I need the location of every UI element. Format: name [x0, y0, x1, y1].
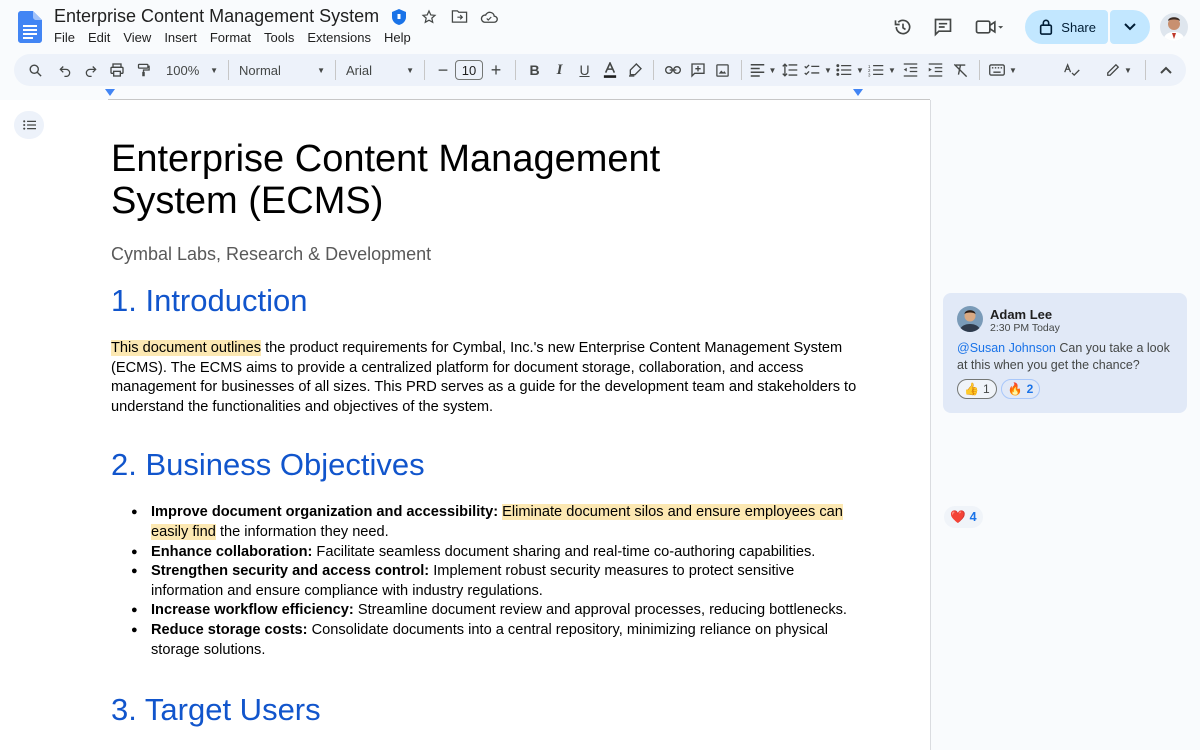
comments-icon[interactable] [927, 11, 959, 43]
security-shield-icon[interactable] [389, 7, 409, 27]
commenter-avatar [957, 306, 983, 332]
line-spacing-icon[interactable] [778, 56, 802, 84]
ruler [108, 99, 930, 100]
thumbs-up-icon: 👍 [964, 382, 979, 396]
editing-mode-icon[interactable]: ▼ [1099, 56, 1139, 84]
numbered-list-icon[interactable]: 1 2 3 ▼ [868, 63, 896, 77]
add-comment-icon[interactable] [685, 56, 710, 84]
redo-icon[interactable] [78, 56, 104, 84]
toolbar-divider [1145, 60, 1146, 80]
paragraph-style-select[interactable] [235, 56, 329, 84]
increase-indent-icon[interactable] [923, 56, 948, 84]
heart-icon: ❤️ [950, 509, 966, 524]
highlight-color-icon[interactable] [622, 56, 647, 84]
bullet-list-icon[interactable]: ▼ [834, 56, 866, 84]
input-tools-icon[interactable]: ▼ [986, 56, 1020, 84]
zoom-value: 100% [166, 62, 200, 78]
toolbar-divider [741, 60, 742, 80]
spellcheck-icon[interactable] [1057, 56, 1087, 84]
caret-down-icon: ▼ [406, 65, 414, 75]
svg-text:2: 2 [868, 68, 871, 74]
chevron-down-icon [1124, 23, 1136, 31]
underline-icon[interactable]: U [579, 62, 590, 78]
list-item: ● Increase workflow efficiency: Streamline document review and approval processes, reducing bottlenecks. [111, 601, 863, 621]
menu-insert[interactable]: Insert [164, 30, 197, 45]
paint-format-icon[interactable] [130, 56, 156, 84]
menu-tools[interactable]: Tools [264, 30, 295, 45]
introduction-paragraph [111, 339, 863, 417]
caret-down-icon: ▼ [317, 65, 325, 75]
align-left-icon[interactable]: ▼ [748, 56, 778, 84]
menu-help[interactable]: Help [383, 30, 411, 45]
toolbar-divider [424, 60, 425, 80]
text-color-icon[interactable] [597, 56, 622, 84]
page-edge [930, 100, 931, 750]
section-heading-business-objectives: 2. Business Objectives [111, 447, 425, 483]
comment-card[interactable] [943, 293, 1187, 413]
toolbar-divider [979, 60, 980, 80]
menu-file[interactable]: File [54, 30, 75, 45]
formatting-toolbar [14, 54, 1186, 86]
left-indent-marker[interactable] [105, 89, 115, 96]
top-bar [0, 0, 1200, 52]
reaction-thumbs-up[interactable] [957, 379, 997, 399]
menu-bar [54, 29, 424, 46]
commented-text-highlight[interactable]: Eliminate document silos and ensure employees can easily find [151, 504, 843, 540]
list-item: ● Reduce storage costs: Consolidate documents into a central repository, minimizing reliance on physical storage solutions. [111, 621, 863, 660]
zoom-select[interactable] [162, 56, 222, 84]
menu-format[interactable]: Format [209, 30, 251, 45]
font-size-input[interactable]: 10 [455, 60, 483, 80]
reaction-count: 1 [982, 382, 990, 396]
menu-extensions[interactable]: Extensions [307, 30, 371, 45]
svg-text:3: 3 [868, 72, 871, 77]
user-avatar[interactable] [1160, 13, 1188, 41]
reaction-heart[interactable] [944, 506, 983, 528]
font-family-select[interactable] [342, 56, 418, 84]
comment-reactions [957, 379, 1040, 399]
list-item: ● Improve document organization and accessibility: Eliminate document silos and ensure employees can easily find the information they need. [111, 503, 863, 542]
caret-down-icon: ▼ [210, 65, 218, 75]
user-mention[interactable]: @Susan Johnson [957, 341, 1056, 355]
italic-icon[interactable]: I [556, 61, 563, 78]
comment-text: @Susan Johnson Can you take a look at this when you get the chance? [957, 341, 1170, 372]
svg-text:1: 1 [868, 63, 871, 69]
document-title[interactable]: Enterprise Content Management System [54, 6, 380, 26]
font-value: Arial [346, 62, 373, 78]
document-outline-icon[interactable] [14, 111, 44, 139]
comment-timestamp: 2:30 PM Today [990, 322, 1060, 334]
checklist-icon[interactable]: ▼ [802, 56, 834, 84]
search-menus-icon[interactable] [22, 56, 48, 84]
clear-formatting-icon[interactable] [948, 56, 973, 84]
share-label: Share [1061, 19, 1096, 35]
cloud-saved-icon[interactable] [479, 7, 499, 27]
insert-image-icon[interactable] [710, 56, 735, 84]
objectives-list [111, 503, 863, 660]
toolbar-divider [653, 60, 654, 80]
commented-text-highlight[interactable]: This document outlines [111, 340, 262, 356]
style-value: Normal [239, 62, 281, 78]
version-history-icon[interactable] [887, 11, 919, 43]
reaction-fire[interactable] [1001, 379, 1041, 399]
increase-font-size-icon[interactable]: + [490, 59, 502, 80]
document-heading: Enterprise Content Management System (ECMS) [111, 138, 661, 222]
docs-logo-icon[interactable] [18, 11, 42, 43]
reaction-count: 4 [969, 510, 977, 524]
star-icon[interactable] [419, 7, 439, 27]
bold-icon[interactable]: B [529, 62, 540, 78]
reaction-count: 2 [1026, 382, 1034, 396]
share-button[interactable] [1025, 10, 1108, 44]
collapse-menus-icon[interactable] [1152, 56, 1180, 84]
meet-call-icon[interactable] [967, 11, 1011, 43]
move-folder-icon[interactable] [449, 7, 469, 27]
insert-link-icon[interactable] [660, 56, 685, 84]
toolbar-divider [228, 60, 229, 80]
undo-icon[interactable] [52, 56, 78, 84]
section-heading-target-users: 3. Target Users [111, 692, 321, 728]
comment-author: Adam Lee [990, 307, 1053, 322]
right-indent-marker[interactable] [853, 89, 863, 96]
document-body[interactable] [111, 138, 871, 728]
toolbar-divider [515, 60, 516, 80]
toolbar-divider [335, 60, 336, 80]
menu-edit[interactable]: Edit [87, 30, 111, 45]
document-subtitle: Cymbal Labs, Research & Development [111, 244, 432, 264]
share-dropdown-button[interactable] [1110, 10, 1150, 44]
print-icon[interactable] [104, 56, 130, 84]
list-item: ● Enhance collaboration: Facilitate seamless document sharing and real-time co-authoring capabilities. [111, 543, 863, 563]
list-item: ● Strengthen security and access control: Implement robust security measures to protect sensitive information and ensure compliance with industry regulations. [111, 562, 863, 601]
decrease-font-size-icon[interactable]: − [437, 59, 449, 80]
menu-view[interactable]: View [123, 30, 152, 45]
section-heading-introduction: 1. Introduction [111, 283, 308, 318]
introduction-text: the product requirements for Cymbal, Inc.'s new Enterprise Content Management System (ECMS). The ECMS aims to provide a centralized platform for document storage, collaboration, and access management for businesses of all sizes. This PRD serves as a guide for the development team and stakeholders to understand the functionalities and objectives of the system. [111, 340, 857, 415]
decrease-indent-icon[interactable] [898, 56, 923, 84]
fire-icon: 🔥 [1007, 382, 1023, 396]
lock-icon [1039, 19, 1053, 35]
